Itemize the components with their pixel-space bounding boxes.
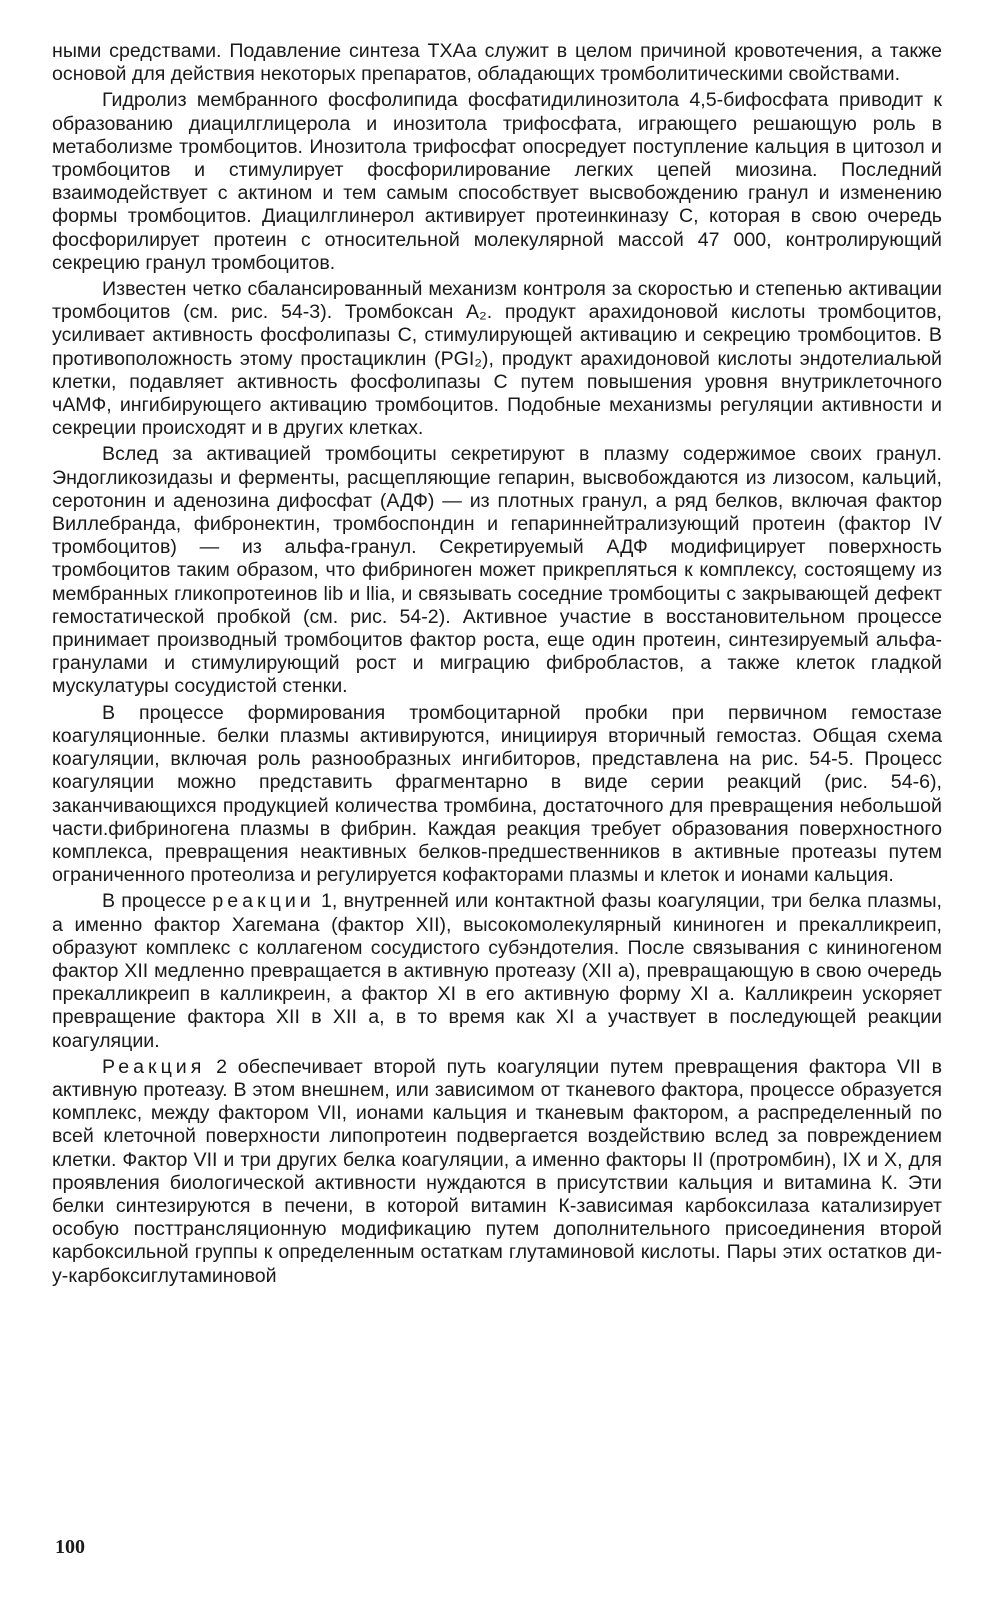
reaction-1-text: 1, внутренней или контактной фазы коагуляции, три белка плазмы, а именно фактор Хагемана (фактор XII), высокомолекулярный кининоген и прекалликреип, образуют комплекс с коллагеном сосудистого субэндотелия. После связывания с кининогеном фактор XII медленно превращается в активную протеазу (XII а), превращающую в свою очередь прекалликреип в калликреин, а фактор XI в его активную форму XI а. Калликреин ускоряет превращение фактора XII в XII а, в то время как XI а участвует в последующей реакции коагуляции. [52,890,942,1052]
paragraph-reaction-2 [52,1056,942,1288]
paragraph-activation-control: Известен четко сбалансированный механизм контроля за скоростью и степенью активации тромбоцитов (см. рис. 54-3). Тромбоксан A₂. продукт арахидоновой кислоты тромбоцитов, усиливает активность фосфолипазы С, стимулирующей активацию и секрецию тромбоцитов. В противоположность этому простациклин (PGI₂), продукт арахидоновой кислоты эндотелиальюй клетки, подавляет активность фосфолипазы С путем повышения уровня внутриклеточного чАМФ, ингибирующего активацию тромбоцитов. Подобные механизмы регуляции активности и секреции происходят и в других клетках. [52,278,942,440]
paragraph-hydrolysis: Гидролиз мембранного фосфолипида фосфатидилинозитола 4,5-бифосфата приводит к образованию диацилглицерола и инозитола трифосфата, играющего решающую роль в метаболизме тромбоцитов. Инозитола трифосфат опосредует поступление кальция в цитозол и тромбоцитов и стимулирует фосфорилирование легких цепей миозина. Последний взаимодействует с актином и тем самым способствует высвобождению гранул и изменению формы тромбоцитов. Диацилглинерол активирует протеинкиназу С, которая в свою очередь фосфорилирует протеин с относительной молекулярной массой 47 000, контролирующий секрецию гранул тромбоцитов. [52,89,942,274]
paragraph-reaction-1 [52,890,942,1052]
reaction-2-label: Реакция [102,1055,206,1078]
paragraph-coagulation-overview: В процессе формирования тромбоцитарной пробки при первичном гемостазе коагуляционные. белки плазмы активируются, инициируя вторичный гемостаз. Общая схема коагуляции, включая роль разнообразных ингибиторов, представлена на рис. 54-5. Процесс коагуляции можно представить фрагментарно в виде серии реакций (рис. 54-6), заканчивающихся продукцией количества тромбина, достаточного для превращения небольшой части.фибриногена плазмы в фибрин. Каждая реакция требует образования поверхностного комплекса, превращения неактивных белков-предшественников в активные протеазы путем ограниченного протеолиза и регулируется кофакторами плазмы и клеток и ионами кальция. [52,701,942,887]
reaction-2-text: 2 обеспечивает второй путь коагуляции путем превращения фактора VII в активную протеазу. В этом внешнем, или зависимом от тканевого фактора, процессе образуется комплекс, между фактором VII, ионами кальция и тканевым фактором, а распределенный по всей клеточной поверхности липопротеин подвергается воздействию вслед за повреждением клетки. Фактор VII и три других белка коагуляции, а именно факторы II (протромбин), IX и X, для проявления биологической активности нуждаются в присутствии кальция и витамина К. Эти белки синтезируются в печени, в которой витамин К-зависимая карбоксилаза катализирует особую посттрансляционную модификацию путем дополнительного присоединения второй карбоксильной группы к определенным остаткам глутаминовой кислоты. Пары этих остатков ди-у-карбоксиглутаминовой [52,1055,942,1287]
page-number: 100 [55,1536,85,1558]
paragraph-secretion: Вслед за активацией тромбоциты секретируют в плазму содержимое своих гранул. Эндогликозидазы и ферменты, расщепляющие гепарин, высвобождаются из лизосом, кальций, серотонин и аденозина дифосфат (АДФ) — из плотных гранул, а ряд белков, включая фактор Виллебранда, фибронектин, тромбоспондин и гепариннейтрализующий протеин (фактор IV тромбоцитов) — из альфа-гранул. Секретируемый АДФ модифицирует поверхность тромбоцитов таким образом, что фибриноген может прикрепляться к комплексу, состоящему из мембранных гликопротеинов lib и llia, и связывать соседние тромбоциты с закрывающей дефект гемостатической пробкой (см. рис. 54-2). Активное участие в восстановительном процессе принимает производный тромбоцитов фактор роста, еще один протеин, синтезируемый альфа-гранулами и стимулирующий рост и миграцию фибробластов, а также клеток гладкой мускулатуры сосудистой стенки. [52,443,942,698]
paragraph-continuation: ными средствами. Подавление синтеза ТХАа служит в целом причиной кровотечения, а также основой для действия некоторых препаратов, обладающих тромболитическими свойствами. [52,40,942,86]
body-text [52,40,942,1291]
reaction-1-lead: В процессе [102,890,213,913]
reaction-1-label: реакции [212,890,315,913]
